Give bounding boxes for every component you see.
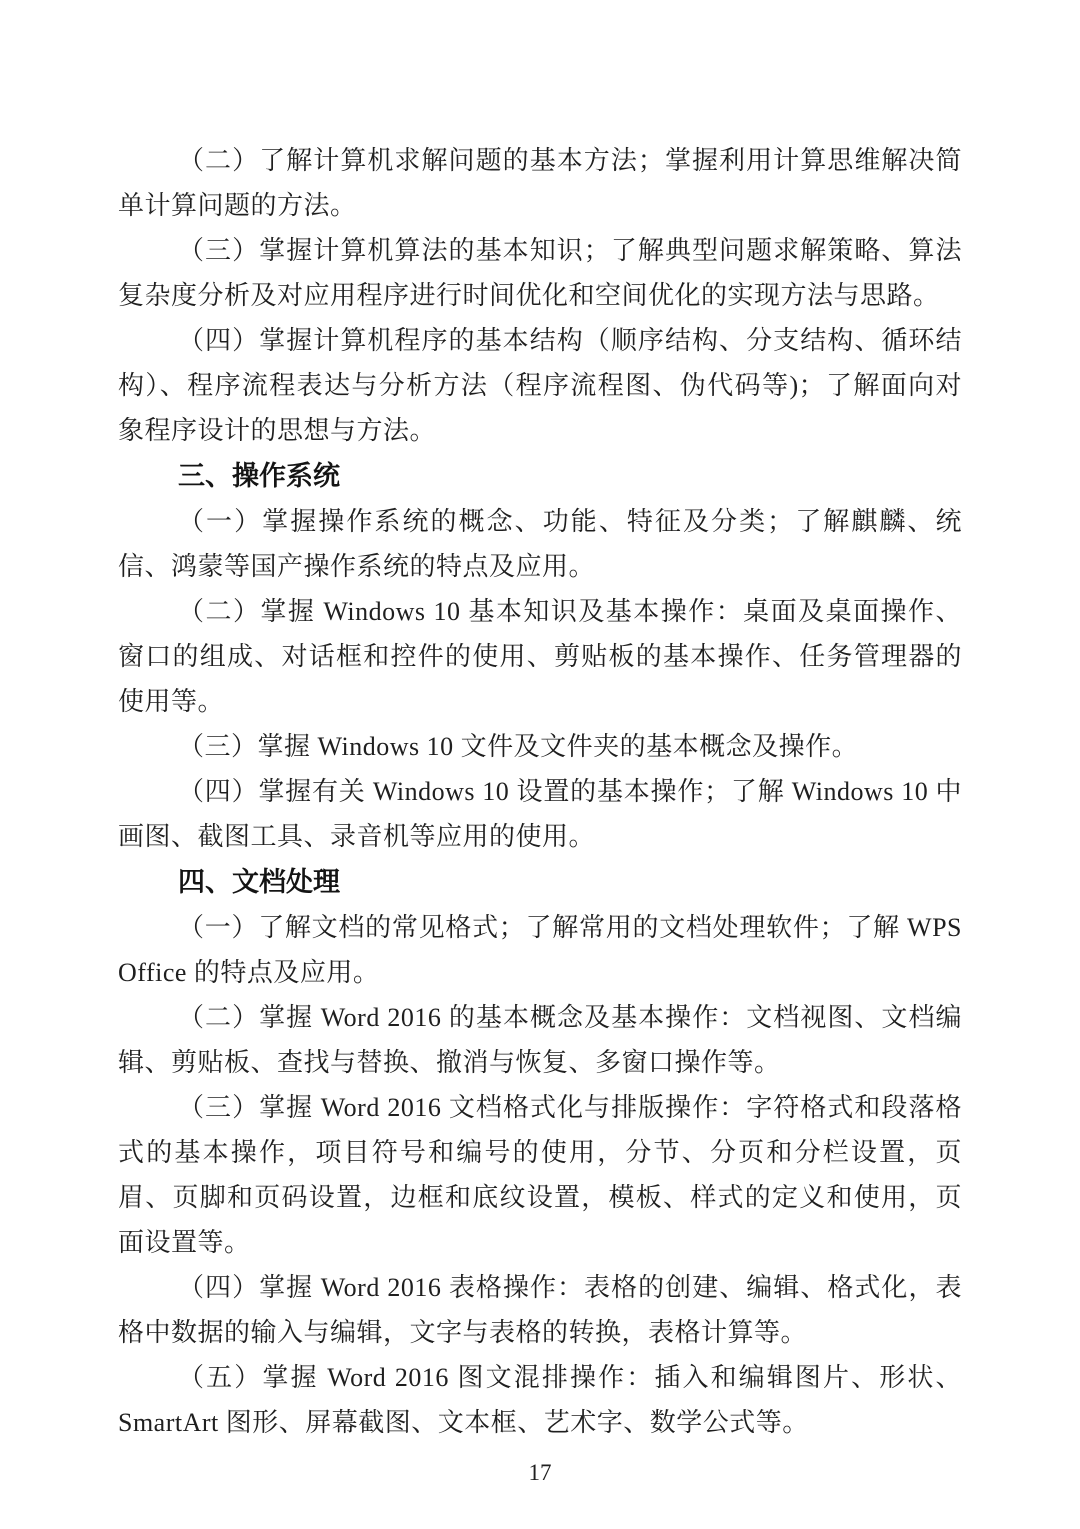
para-problem-solving-methods: （二）了解计算机求解问题的基本方法；掌握利用计算思维解决简单计算问题的方法。 (118, 146, 962, 220)
para-document-formats: （一）了解文档的常见格式；了解常用的文档处理软件；了解 WPS Office 的特点及应用。 (118, 913, 962, 987)
para-windows10-files: （三）掌握 Windows 10 文件及文件夹的基本概念及操作。 (178, 732, 859, 761)
para-word2016-basics: （二）掌握 Word 2016 的基本概念及基本操作：文档视图、文档编辑、剪贴板、查找与替换、撤消与恢复、多窗口操作等。 (118, 1003, 962, 1077)
para-word2016-graphics: （五）掌握 Word 2016 图文混排操作：插入和编辑图片、形状、SmartArt 图形、屏幕截图、文本框、艺术字、数学公式等。 (118, 1363, 962, 1437)
para-windows10-basics: （二）掌握 Windows 10 基本知识及基本操作：桌面及桌面操作、窗口的组成、对话框和控件的使用、剪贴板的基本操作、任务管理器的使用等。 (118, 597, 962, 716)
para-program-structure: （四）掌握计算机程序的基本结构（顺序结构、分支结构、循环结构）、程序流程表达与分析方法（程序流程图、伪代码等)；了解面向对象程序设计的思想与方法。 (118, 326, 962, 445)
section-heading-operating-system: 三、操作系统 (178, 461, 340, 491)
page-number: 17 (528, 1460, 552, 1485)
para-os-concepts: （一）掌握操作系统的概念、功能、特征及分类；了解麒麟、统信、鸿蒙等国产操作系统的特点及应用。 (118, 507, 962, 581)
para-word2016-tables: （四）掌握 Word 2016 表格操作：表格的创建、编辑、格式化，表格中数据的输入与编辑，文字与表格的转换，表格计算等。 (118, 1273, 962, 1347)
para-word2016-formatting: （三）掌握 Word 2016 文档格式化与排版操作：字符格式和段落格式的基本操作，项目符号和编号的使用，分节、分页和分栏设置，页眉、页脚和页码设置，边框和底纹设置，模板、样式的定义和使用，页面设置等。 (118, 1093, 962, 1257)
para-windows10-settings: （四）掌握有关 Windows 10 设置的基本操作；了解 Windows 10 中画图、截图工具、录音机等应用的使用。 (118, 777, 962, 851)
para-algorithm-basics: （三）掌握计算机算法的基本知识；了解典型问题求解策略、算法复杂度分析及对应用程序进行时间优化和空间优化的实现方法与思路。 (118, 236, 962, 310)
section-heading-document-processing: 四、文档处理 (178, 867, 340, 897)
